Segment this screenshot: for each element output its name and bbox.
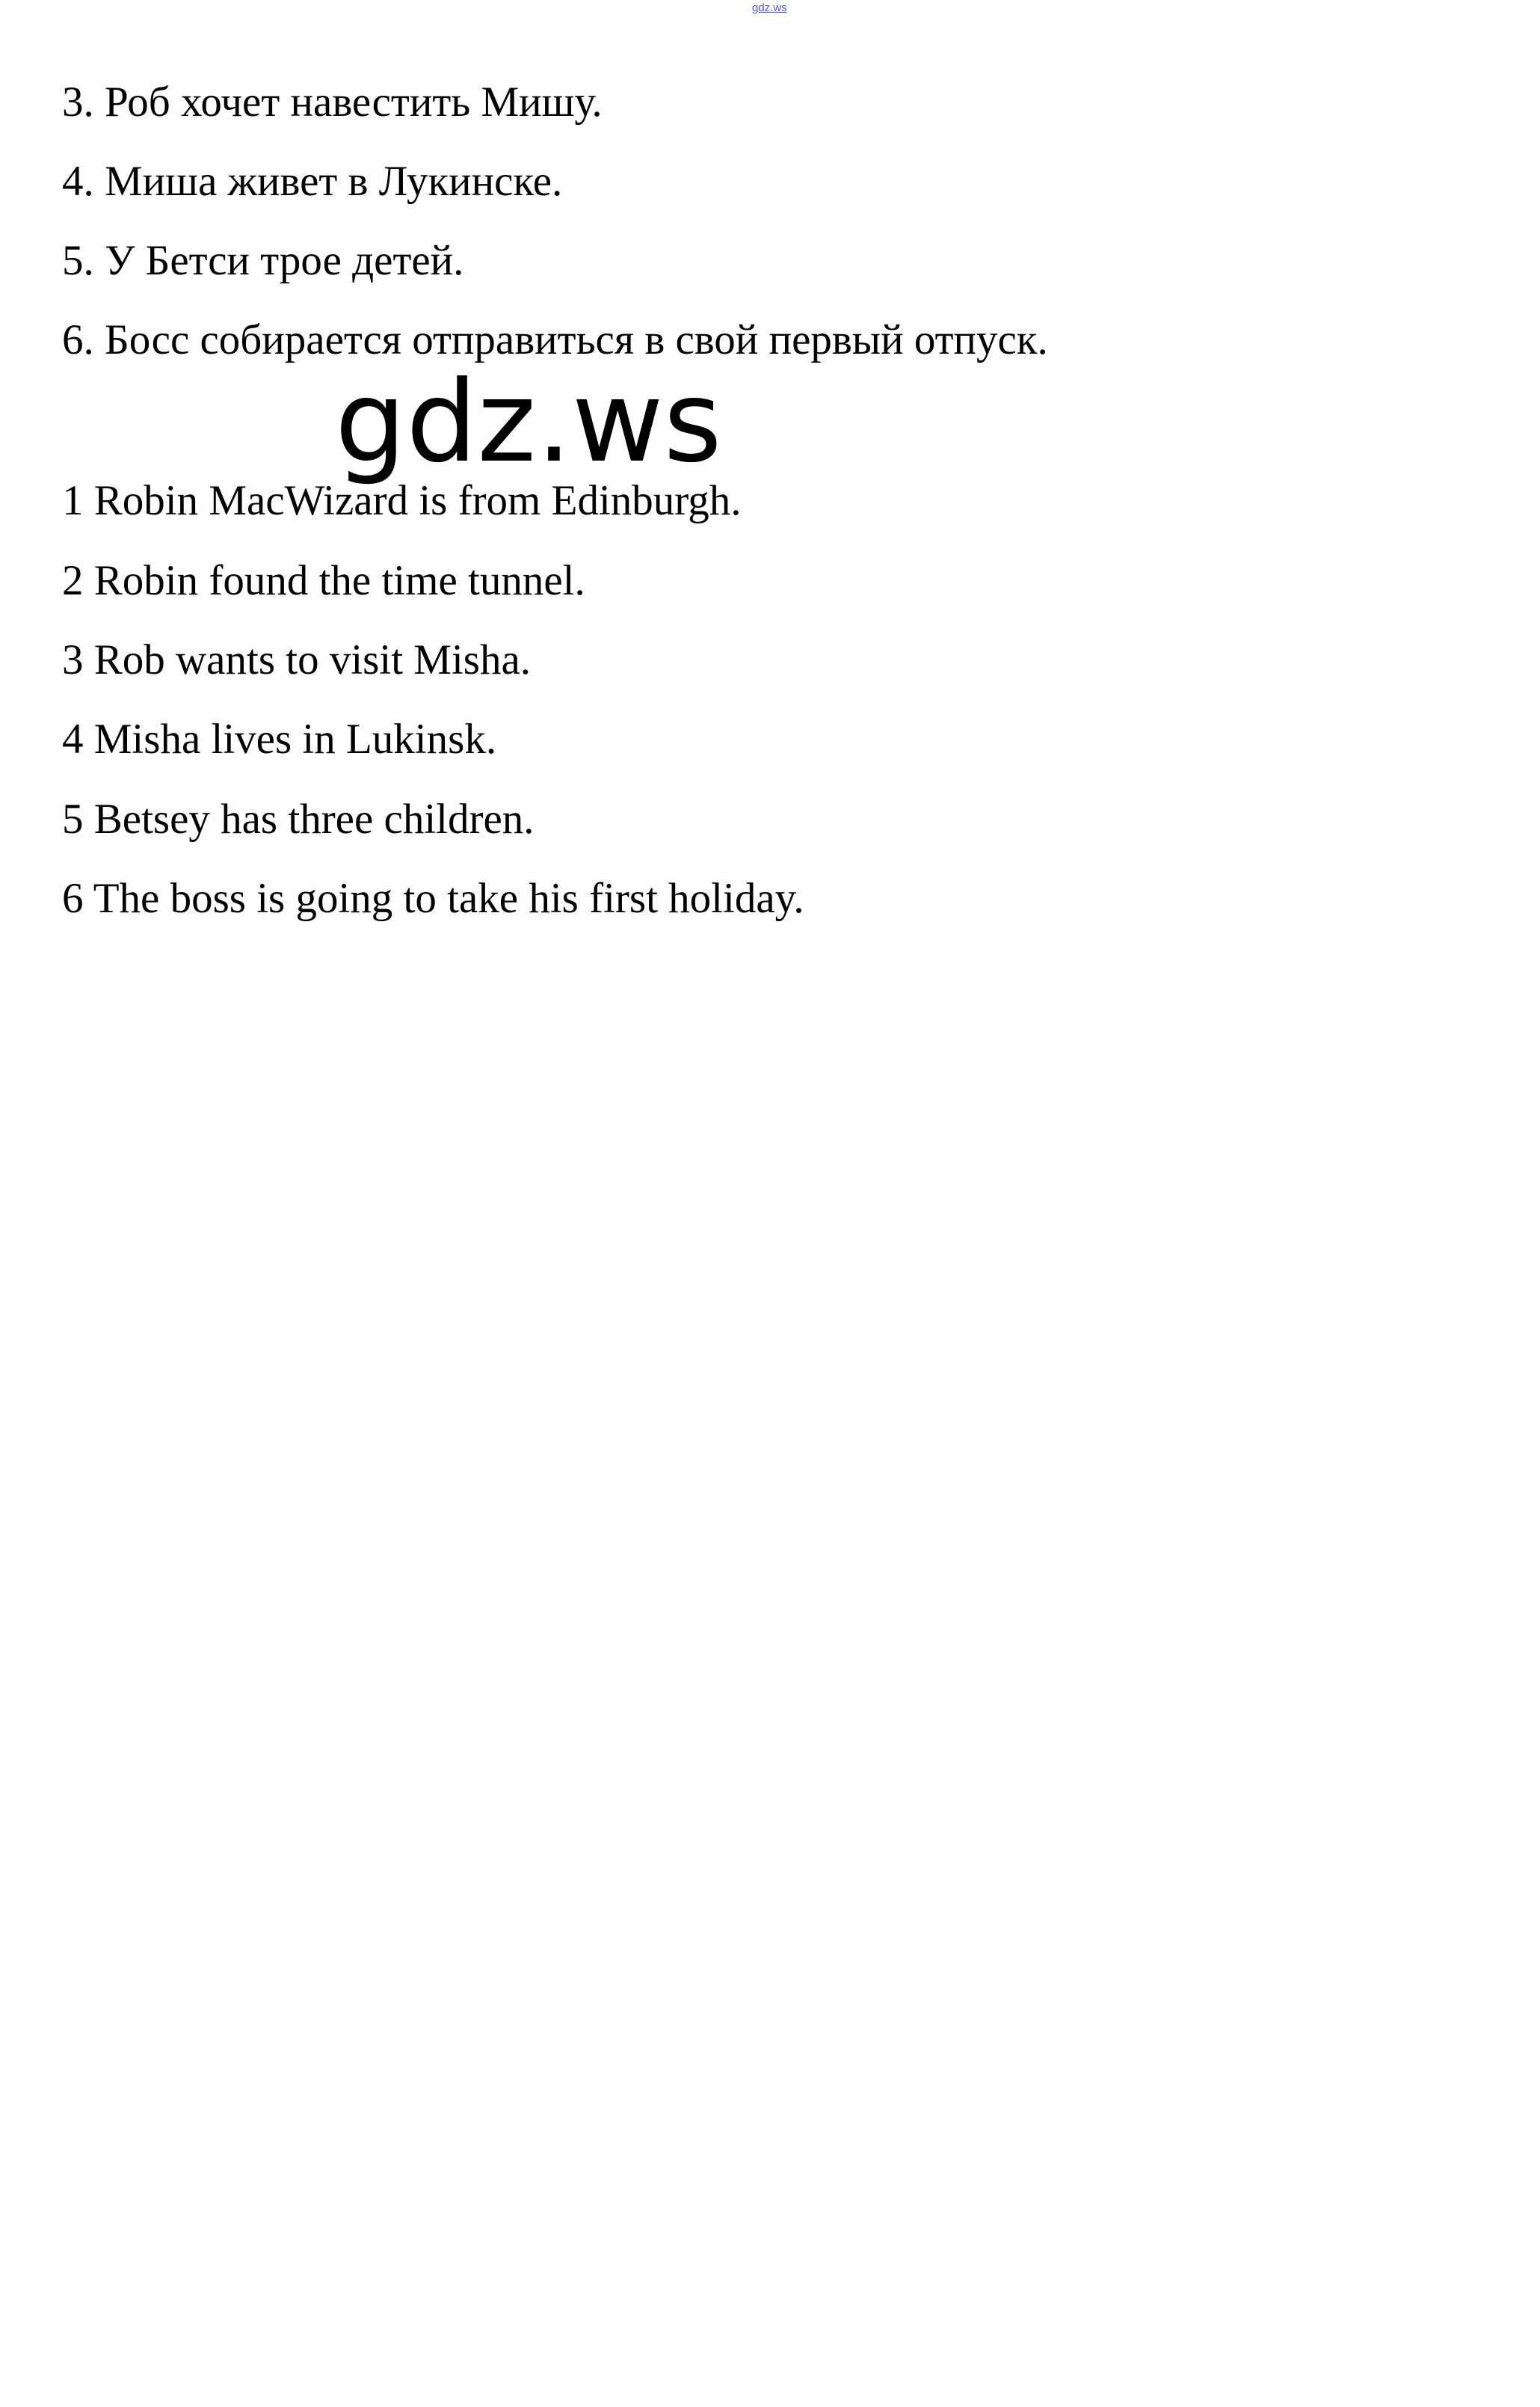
- russian-line-3: 3. Роб хочет навестить Мишу.: [62, 79, 603, 126]
- english-line-2: 2 Robin found the time tunnel.: [62, 557, 585, 604]
- russian-line-4: 4. Миша живет в Лукинске.: [62, 158, 563, 205]
- english-line-5: 5 Betsey has three children.: [62, 796, 535, 843]
- header-site-link[interactable]: gdz.ws: [752, 1, 787, 14]
- english-line-3: 3 Rob wants to visit Misha.: [62, 636, 532, 683]
- watermark-logo: gdz.ws: [335, 357, 722, 488]
- english-line-1: 1 Robin MacWizard is from Edinburgh.: [62, 477, 742, 524]
- russian-line-6: 6. Босс собирается отправиться в свой первый отпуск.: [62, 316, 1048, 363]
- english-line-6: 6 The boss is going to take his first holiday.: [62, 875, 804, 922]
- russian-line-5: 5. У Бетси трое детей.: [62, 237, 464, 284]
- english-line-4: 4 Misha lives in Lukinsk.: [62, 716, 497, 763]
